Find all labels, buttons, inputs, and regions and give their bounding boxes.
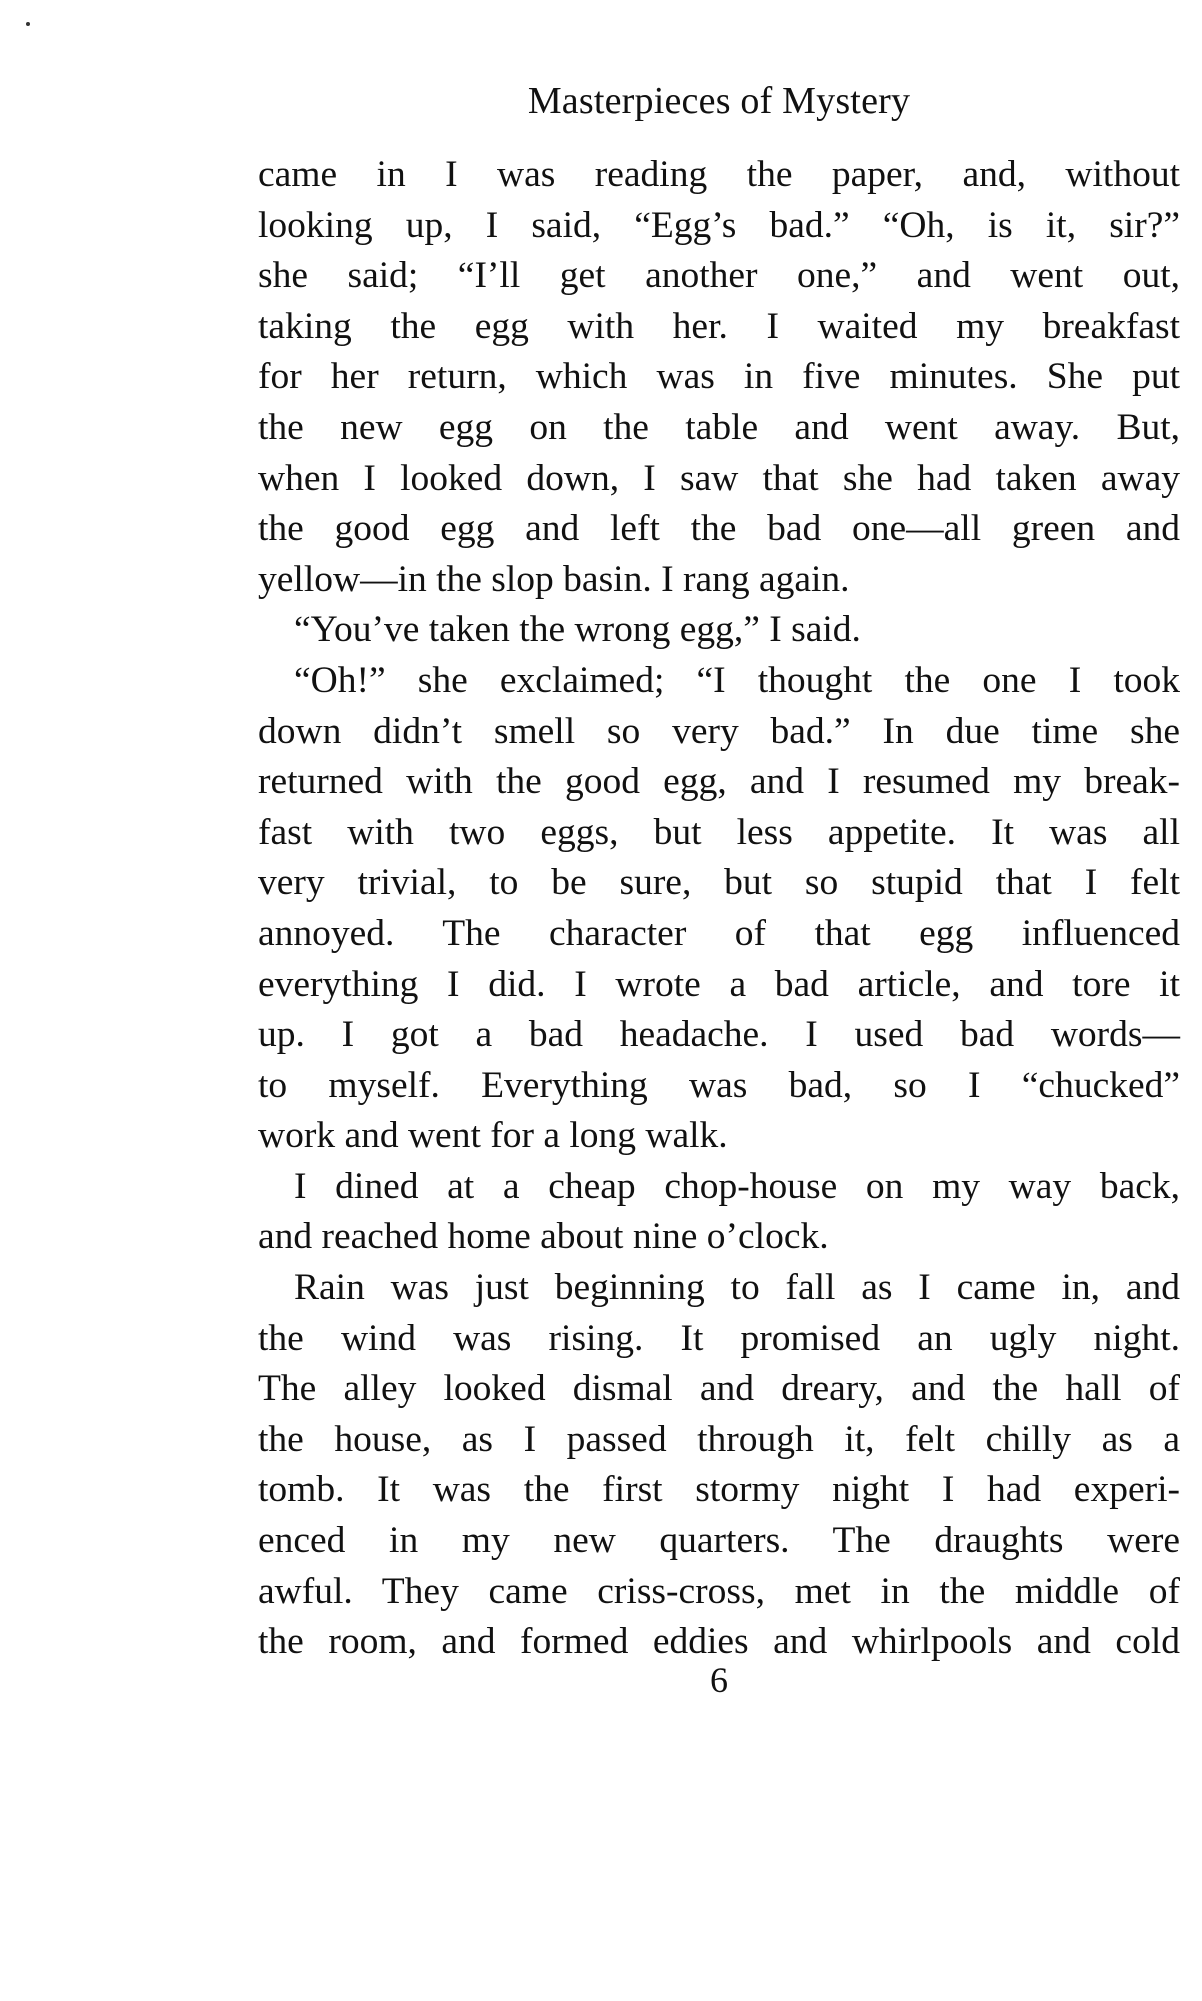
text-line: looking up, I said, “Egg’s bad.” “Oh, is it, sir?” (258, 204, 1180, 246)
text-line: enced in my new quarters. The draughts were (258, 1520, 1180, 1562)
text-line: fast with two eggs, but less appetite. It was all (258, 811, 1180, 853)
text-line: up. I got a bad headache. I used bad words— (258, 1014, 1180, 1056)
text-line: the house, as I passed through it, felt chilly as a (258, 1418, 1180, 1460)
text-line: yellow—in the slop basin. I rang again. (258, 558, 850, 600)
text-line: “Oh!” she exclaimed; “I thought the one I took (294, 659, 1180, 701)
text-line: “You’ve taken the wrong egg,” I said. (294, 609, 861, 651)
text-line: everything I did. I wrote a bad article, and tore it (258, 963, 1180, 1005)
text-line: tomb. It was the first stormy night I had experi- (258, 1469, 1180, 1511)
text-line: Rain was just beginning to fall as I came in, and (294, 1267, 1180, 1309)
text-line: the good egg and left the bad one—all green and (258, 508, 1180, 550)
text-line: the room, and formed eddies and whirlpools and cold (258, 1621, 1180, 1663)
running-head: Masterpieces of Mystery (527, 80, 911, 122)
page-number: 6 (710, 1660, 728, 1700)
text-line: and reached home about nine o’clock. (258, 1216, 829, 1258)
text-line: for her return, which was in five minutes. She put (258, 356, 1180, 398)
text-line: the wind was rising. It promised an ugly night. (258, 1317, 1180, 1359)
text-line: work and went for a long walk. (258, 1115, 728, 1157)
text-line: taking the egg with her. I waited my breakfast (258, 305, 1180, 347)
text-line: I dined at a cheap chop-house on my way back, (294, 1165, 1180, 1207)
text-line: to myself. Everything was bad, so I “chucked” (258, 1064, 1180, 1106)
text-line: The alley looked dismal and dreary, and the hall of (258, 1368, 1180, 1410)
text-line: the new egg on the table and went away. But, (258, 406, 1180, 448)
text-line: very trivial, to be sure, but so stupid that I felt (258, 862, 1180, 904)
text-line: when I looked down, I saw that she had taken away (258, 457, 1180, 499)
text-line: down didn’t smell so very bad.” In due time she (258, 710, 1180, 752)
text-line: came in I was reading the paper, and, without (258, 154, 1180, 195)
text-line: returned with the good egg, and I resumed my break- (258, 761, 1180, 803)
text-line: awful. They came criss-cross, met in the middle of (258, 1570, 1180, 1612)
print-speck (26, 22, 30, 26)
text-line: annoyed. The character of that egg influenced (258, 912, 1180, 954)
text-line: she said; “I’ll get another one,” and went out, (258, 255, 1180, 297)
body-text (258, 150, 1180, 1668)
